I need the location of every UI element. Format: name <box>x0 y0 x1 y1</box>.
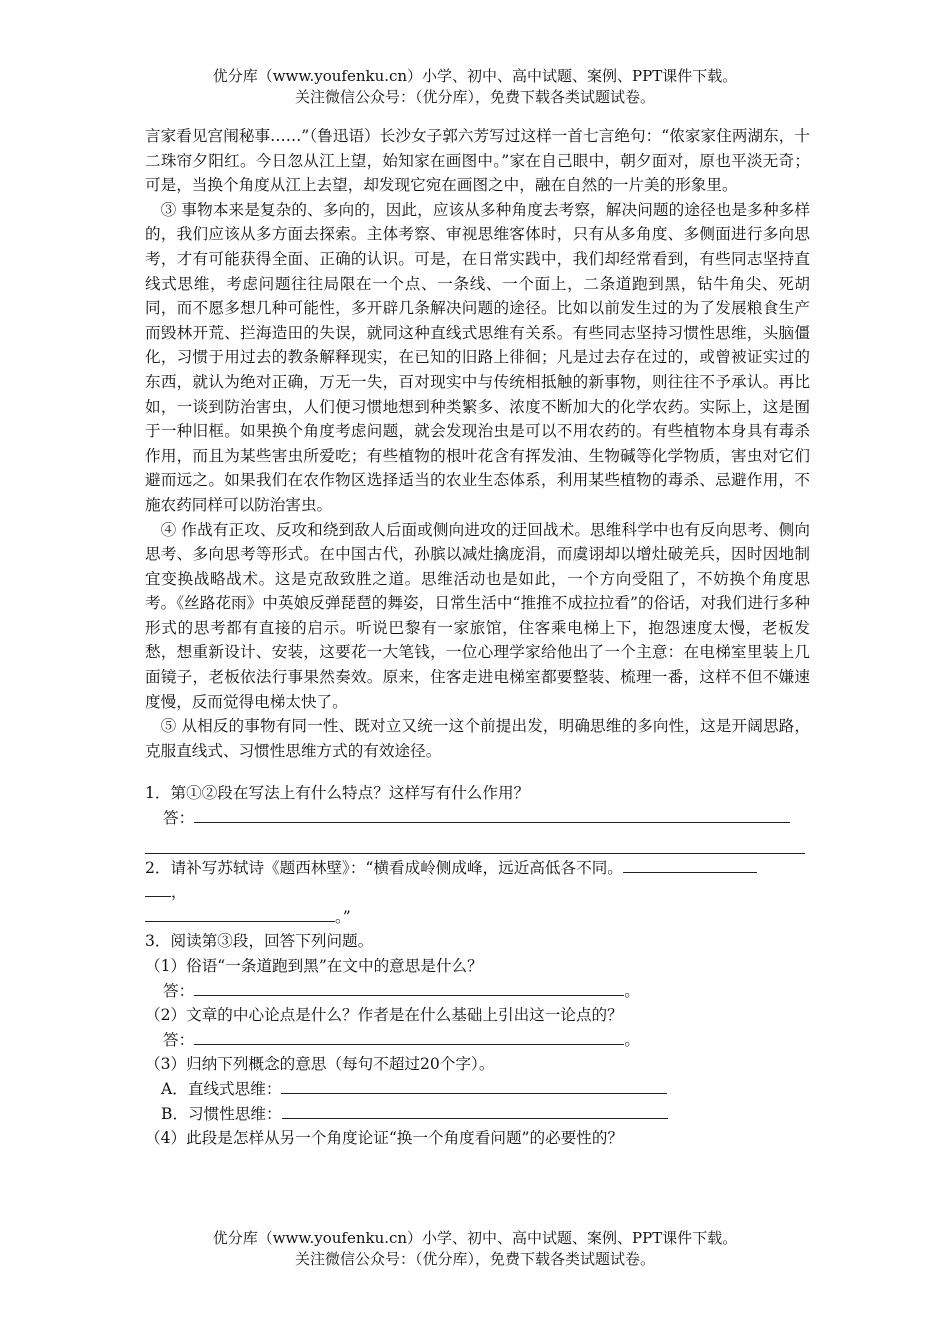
footer-line-1: 优分库（www.youfenku.cn）小学、初中、高中试题、案例、PPT课件下载。 <box>212 1229 738 1247</box>
option-a <box>145 1077 810 1102</box>
answer-label: 答： <box>163 1030 195 1049</box>
answer-blank[interactable] <box>194 979 624 996</box>
period: 。 <box>624 981 640 1000</box>
question-3-4: （4）此段是怎样从另一个角度论证“换一个角度看问题”的必要性的？ <box>145 1129 624 1148</box>
option-b <box>145 1102 810 1127</box>
question-3-3: （3）归纳下列概念的意思（每句不超过20个字）。 <box>145 1055 495 1074</box>
close-quote: 。” <box>335 907 351 926</box>
question-3-2-answer <box>145 1028 810 1053</box>
option-a-label: A．直线式思维： <box>161 1079 282 1098</box>
answer-blank[interactable] <box>194 1028 624 1045</box>
poem-blank-2[interactable] <box>145 905 335 922</box>
option-b-blank[interactable] <box>282 1102 668 1119</box>
question-3-2: （2）文章的中心论点是什么？作者是在什么基础上引出这一论点的？ <box>145 1006 623 1025</box>
answer-blank[interactable] <box>194 806 790 823</box>
option-b-label: B．习惯性思维： <box>161 1104 282 1123</box>
period: 。 <box>624 1030 640 1049</box>
page-header <box>0 66 950 108</box>
header-line-2: 关注微信公众号：（优分库），免费下载各类试题试卷。 <box>294 88 655 106</box>
poem-blank-1-cont[interactable] <box>145 880 171 897</box>
question-1: 1．第①②段在写法上有什么特点？这样写有什么作用？ <box>145 784 530 803</box>
poem-blank-1[interactable] <box>623 856 757 873</box>
question-3: 3．阅读第③段，回答下列问题。 <box>145 932 374 951</box>
footer-line-2: 关注微信公众号：（优分库），免费下载各类试题试卷。 <box>294 1250 655 1268</box>
answer-label: 答： <box>163 981 195 1000</box>
header-line-1: 优分库（www.youfenku.cn）小学、初中、高中试题、案例、PPT课件下载。 <box>212 67 738 85</box>
paragraph-4: ④ 作战有正攻、反攻和绕到敌人后面或侧向进攻的迂回战术。思维科学中也有反向思考、侧向思考、多向思考等形式。在中国古代，孙膑以减灶擒庞涓，而虞诩却以增灶破羌兵，因时因地制宜变换战略战术。这是克敌致胜之道。思维活动也是如此，一个方向受阻了，不妨换个角度思考。《丝路花雨》中英娘反弹琵琶的舞姿，日常生活中“推推不成拉拉看”的俗话，对我们进行多种形式的思考都有直接的启示。听说巴黎有一家旅馆，住客乘电梯上下，抱怨速度太慢，老板发愁，想重新设计、安装，这要花一大笔钱，一位心理学家给他出了一个主意：在电梯室里装上几面镜子，老板依法行事果然奏效。原来，住客走进电梯室都要整装、梳理一番，这样不但不嫌速度慢，反而觉得电梯太快了。 <box>145 520 810 711</box>
paragraph-3: ③ 事物本来是复杂的、多向的，因此，应该从多种角度去考察，解决问题的途径也是多种多样的，我们应该从多方面去探索。主体考察、审视思维客体时，只有从多角度、多侧面进行多向思考，才有可能获得全面、正确的认识。可是，在日常实践中，我们却经常看到，有些同志坚持直线式思维，考虑问题往往局限在一个点、一条线、一个面上，二条道跑到黑，钻牛角尖、死胡同，而不愿多想几种可能性，多开辟几条解决问题的途径。比如以前发生过的为了发展粮食生产而毁林开荒、拦海造田的失误，就同这种直线式思维有关系。有些同志坚持习惯性思维，头脑僵化，习惯于用过去的教条解释现实，在已知的旧路上徘徊；凡是过去存在过的，或曾被证实过的东西，就认为绝对正确，万无一失，百对现实中与传统相抵触的新事物，则往往不予承认。再比如，一谈到防治害虫，人们便习惯地想到种类繁多、浓度不断加大的化学农药。实际上，这是囿于一种旧框。如果换个角度考虑问题，就会发现治虫是可以不用农药的。有些植物本身具有毒杀作用，而且为某些害虫所爱吃；有些植物的根叶花含有挥发油、生物碱等化学物质，害虫对它们避而远之。如果我们在农作物区选择适当的农业生态体系，利用某些植物的毒杀、忌避作用，不施农药同样可以防治害虫。 <box>145 200 810 514</box>
question-3-1: （1）俗语“一条道跑到黑”在文中的意思是什么？ <box>145 957 483 975</box>
answer-line[interactable] <box>145 831 805 854</box>
answer-label: 答： <box>163 809 195 828</box>
question-1-answer <box>145 806 810 831</box>
question-2-line-3 <box>145 905 810 930</box>
passage-body <box>145 124 810 1151</box>
page-footer <box>0 1228 950 1270</box>
paragraph-continued: 言家看见宫闱秘事……”（鲁迅语）长沙女子郭六芳写过这样一首七言绝句：“侬家家住两湖东，十二珠帘夕阳红。今日忽从江上望，始知家在画图中。”家在自己眼中，朝夕面对，原也平淡无奇；可是，当换个角度从江上去望，却发现它宛在画图之中，融在自然的一片美的形象里。 <box>145 127 810 195</box>
paragraph-5: ⑤ 从相反的事物有同一性、既对立又统一这个前提出发，明确思维的多向性，这是开阔思路，克服直线式、习惯性思维方式的有效途径。 <box>145 717 810 760</box>
comma: ， <box>171 883 187 902</box>
question-3-1-answer <box>145 979 810 1004</box>
option-a-blank[interactable] <box>281 1077 667 1094</box>
question-2-text: 2．请补写苏轼诗《题西林壁》：“横看成岭侧成峰，远近高低各不同。 <box>145 858 623 877</box>
question-2 <box>145 856 810 881</box>
question-2-line-2 <box>145 880 810 905</box>
